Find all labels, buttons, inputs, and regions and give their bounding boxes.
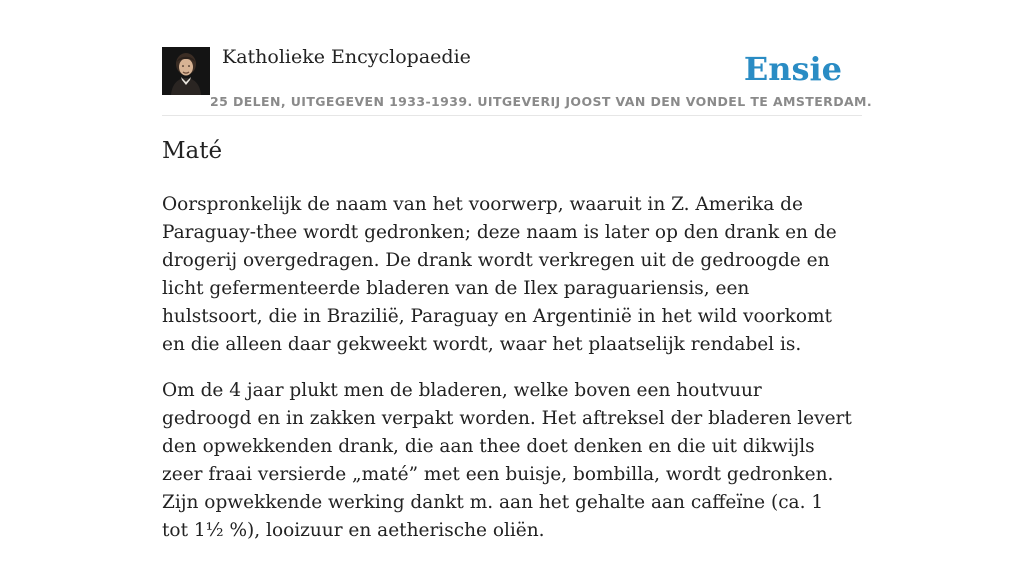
- portrait-avatar-icon[interactable]: [162, 47, 210, 95]
- source-header: [162, 45, 873, 116]
- brand-logo-link[interactable]: Ensie: [743, 50, 842, 88]
- source-title[interactable]: Katholieke Encyclopaedie: [222, 46, 471, 68]
- source-subtitle: 25 DELEN, UITGEGEVEN 1933-1939. UITGEVERIJ JOOST VAN DEN VONDEL TE AMSTERDAM.: [210, 94, 873, 109]
- portrait-avatar-graphic: [162, 47, 210, 95]
- article-paragraph: Oorspronkelijk de naam van het voorwerp, waaruit in Z. Amerika de Paraguay-thee wordt gedronken; deze naam is later op den drank en de drogerij overgedragen. De drank wordt verkregen uit de gedroogde en licht gefermenteerde bladeren van de Ilex paraguariensis, een hulstsoort, die in Brazilië, Paraguay en Argentinië in het wild voorkomt en die alleen daar gekweekt wordt, waar het plaatselijk rendabel is.: [162, 194, 837, 355]
- article-paragraph: Om de 4 jaar plukt men de bladeren, welke boven een houtvuur gedroogd en in zakken verpakt worden. Het aftreksel der bladeren levert den opwekkenden drank, die aan thee doet denken en die uit dikwijls zeer fraai versierde „maté” met een buisje, bombilla, wordt gedronken. Zijn opwekkende werking dankt m. aan het gehalte aan caffeïne (ca. 1 tot 1½ %), looizuur en aetherische oliën.: [162, 380, 852, 541]
- article-title: Maté: [162, 138, 223, 164]
- article-body: [162, 191, 852, 563]
